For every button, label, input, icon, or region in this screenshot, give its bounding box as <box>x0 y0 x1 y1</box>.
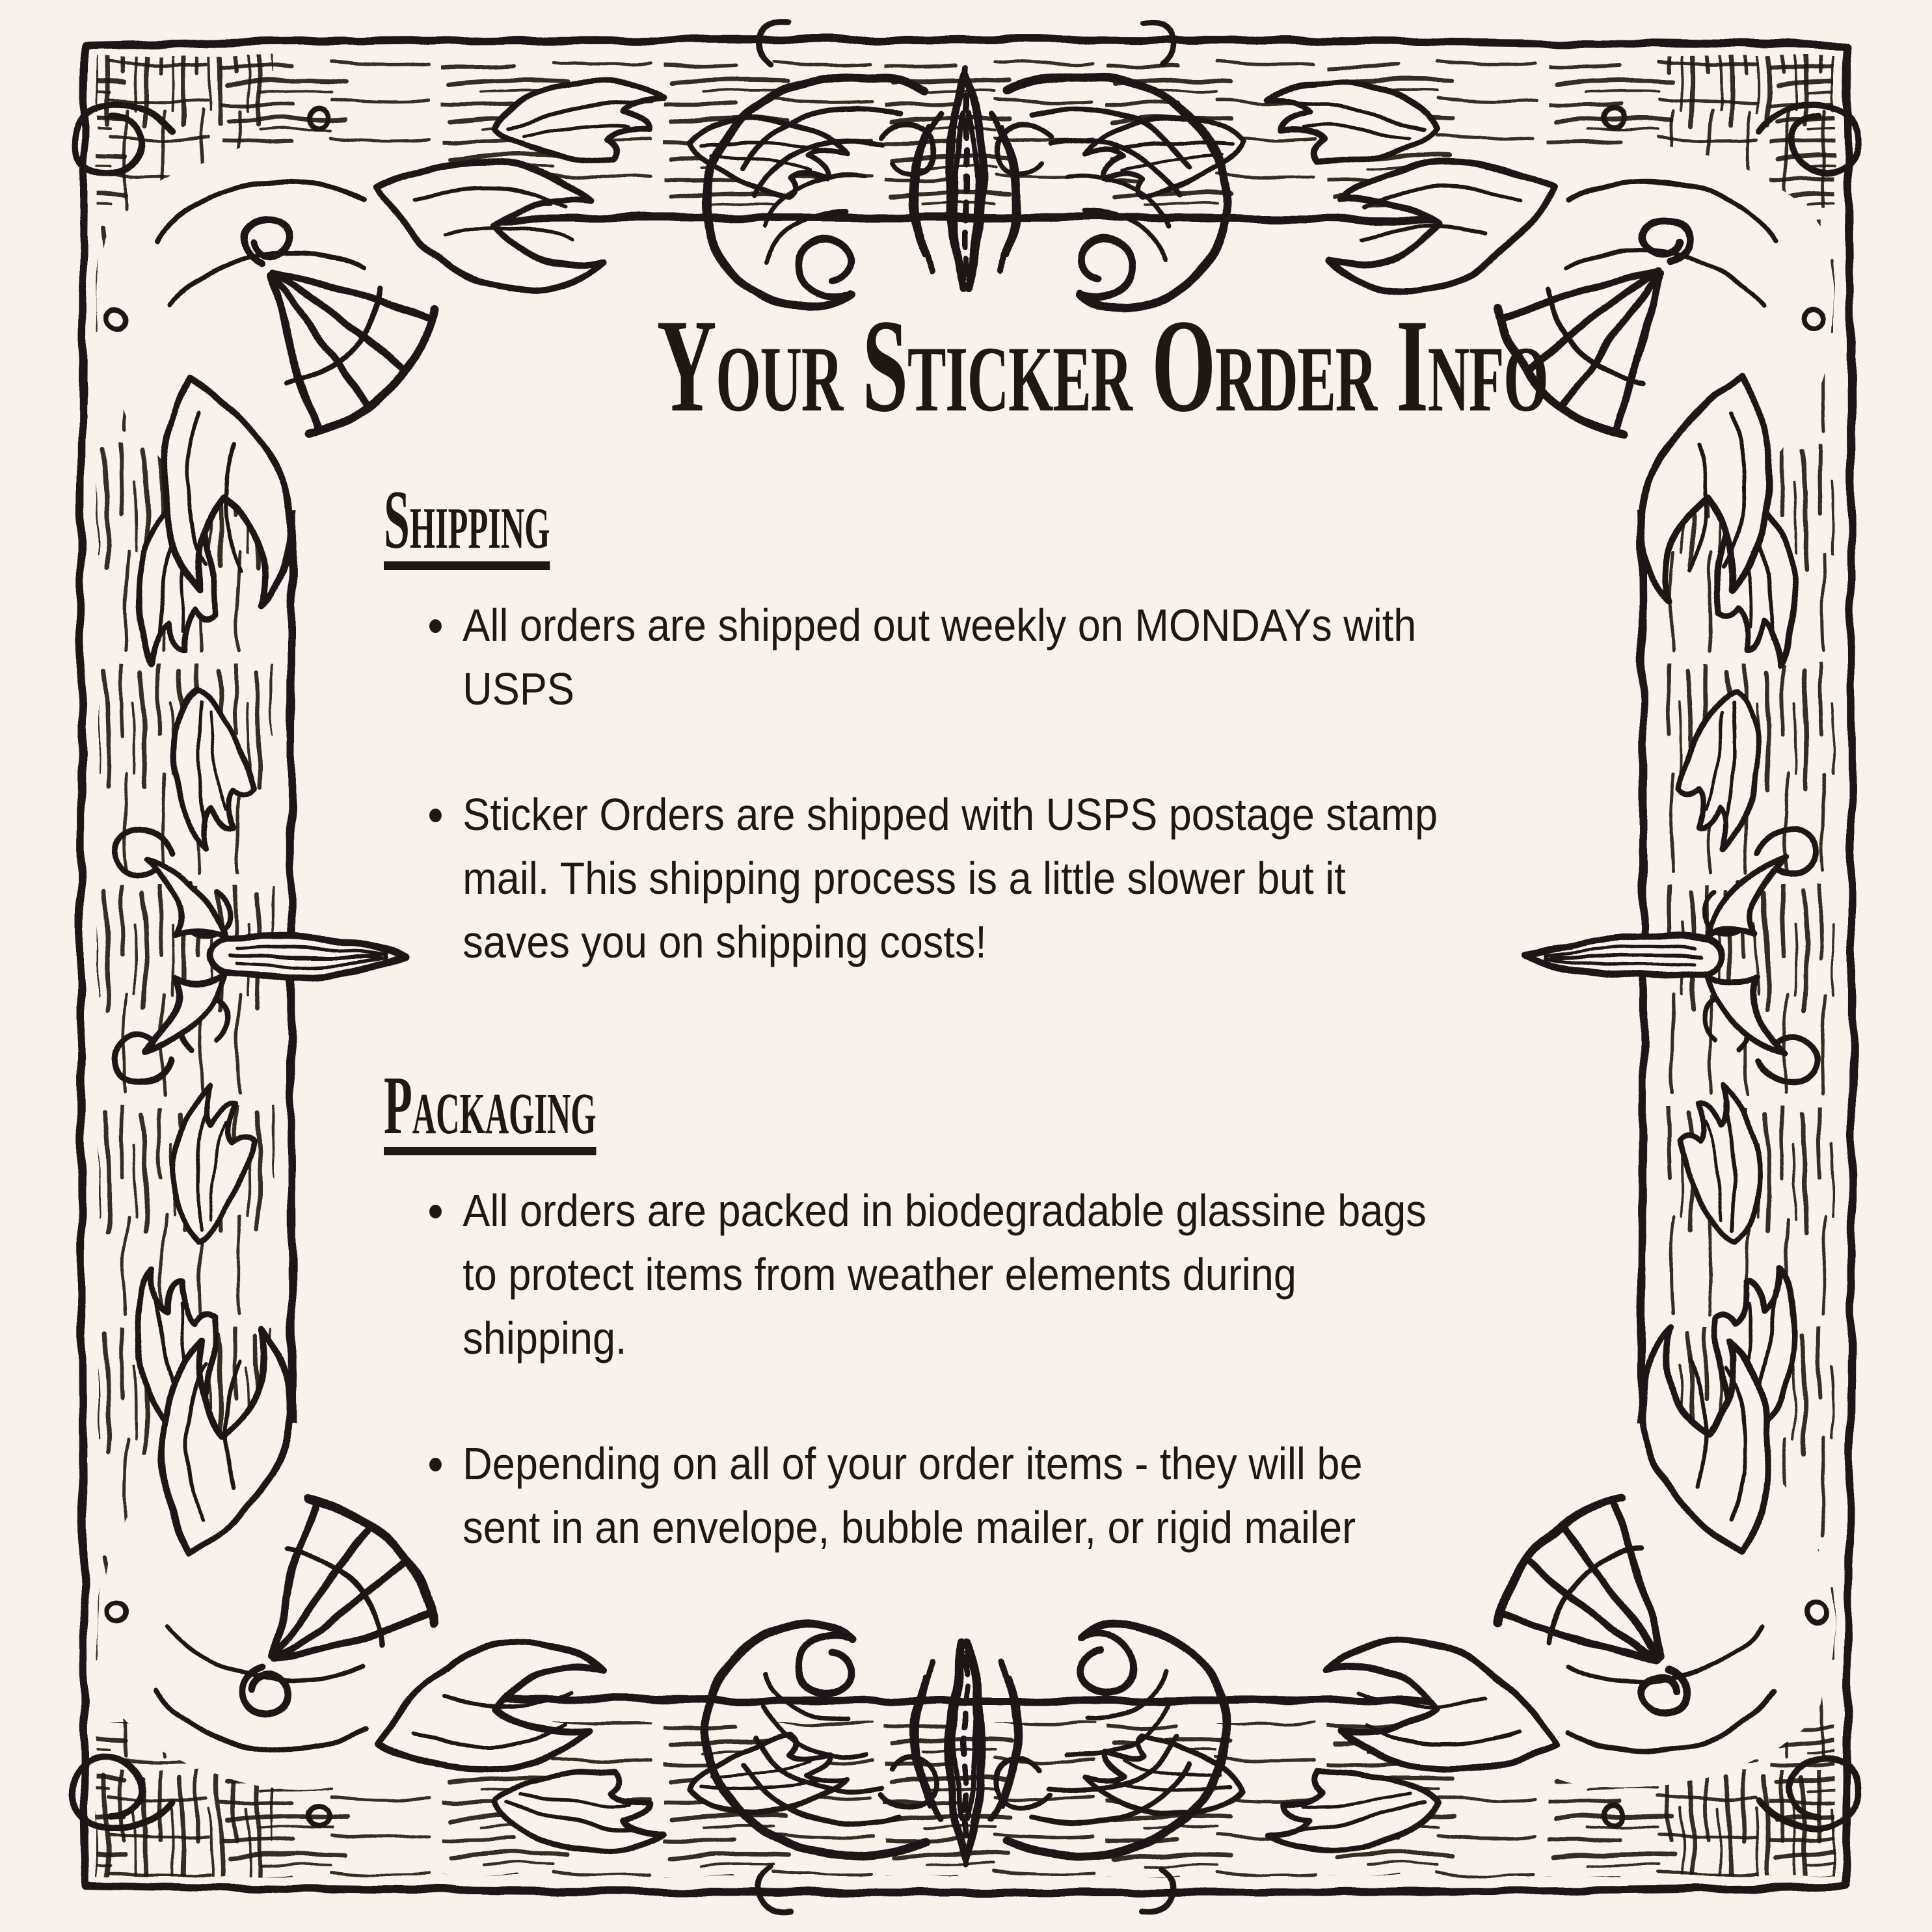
list-item-text <box>463 593 1416 721</box>
bullet-dot-icon <box>429 809 442 822</box>
list-item-line: shipping. <box>463 1312 627 1363</box>
list-item-text <box>463 1179 1426 1370</box>
list-item-line: to protect items from weather elements during <box>463 1248 1296 1300</box>
list-item <box>429 1179 1436 1370</box>
list-item-line: All orders are packed in biodegradable glassine bags <box>463 1185 1427 1236</box>
section-heading-packaging: Packaging <box>384 1064 597 1155</box>
list-item <box>429 783 1436 974</box>
card-content <box>384 260 1548 1559</box>
list-item-line: saves you on shipping costs! <box>463 916 987 967</box>
bullet-dot-icon <box>429 619 442 633</box>
bullet-dot-icon <box>429 1205 442 1218</box>
list-item-text <box>463 783 1438 974</box>
packaging-bullet-list <box>429 1179 1436 1559</box>
page-title: Your Sticker Order Info <box>656 292 1548 440</box>
shipping-bullet-list <box>429 593 1436 974</box>
list-item <box>429 1432 1436 1559</box>
list-item-line: mail. This shipping process is a little slower but it <box>463 852 1346 904</box>
list-item-line: Sticker Orders are shipped with USPS postage stamp <box>463 788 1438 840</box>
list-item-text <box>463 1432 1362 1559</box>
list-item-line: sent in an envelope, bubble mailer, or rigid mailer <box>463 1501 1356 1553</box>
list-item-line: All orders are shipped out weekly on MONDAYs with <box>463 599 1417 651</box>
bullet-dot-icon <box>429 1458 442 1471</box>
list-item-line: USPS <box>463 663 574 714</box>
section-heading-shipping: Shipping <box>384 478 550 570</box>
list-item-line: Depending on all of your order items - they will be <box>463 1438 1363 1489</box>
list-item <box>429 593 1436 721</box>
